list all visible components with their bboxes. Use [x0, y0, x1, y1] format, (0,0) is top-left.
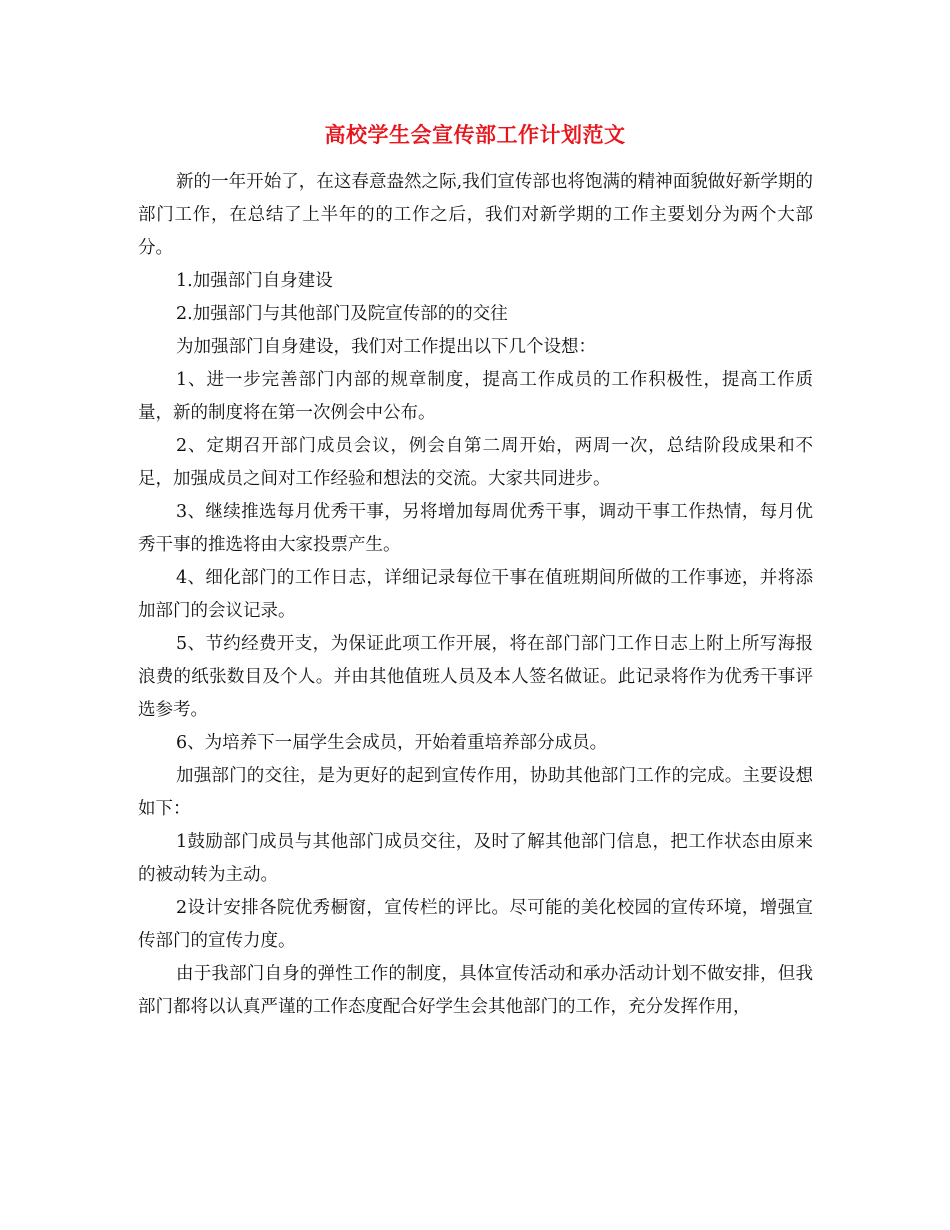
paragraph-exchange-intro: 加强部门的交往，是为更好的起到宣传作用，协助其他部门工作的完成。主要设想如下：	[138, 766, 813, 819]
paragraph-item-2: 2.加强部门与其他部门及院宣传部的的交往	[176, 304, 508, 324]
paragraph-exchange-2: 2设计安排各院优秀橱窗，宣传栏的评比。尽可能的美化校园的宣传环境，增强宣传部门的宣传力度。	[138, 898, 813, 951]
document-title: 高校学生会宣传部工作计划范文	[324, 122, 626, 147]
paragraph-point-4: 4、细化部门的工作日志，详细记录每位干事在值班期间所做的工作事迹，并将添加部门的会议记录。	[138, 568, 813, 621]
paragraph-point-3: 3、继续推选每月优秀干事，另将增加每周优秀干事，调动干事工作热情，每月优秀干事的推选将由大家投票产生。	[138, 502, 813, 555]
paragraph-point-6: 6、为培养下一届学生会成员，开始着重培养部分成员。	[176, 733, 608, 753]
paragraph-point-1: 1、进一步完善部门内部的规章制度，提高工作成员的工作积极性，提高工作质量，新的制度将在第一次例会中公布。	[138, 370, 813, 423]
paragraph-closing: 由于我部门自身的弹性工作的制度，具体宣传活动和承办活动计划不做安排，但我部门都将以认真严谨的工作态度配合好学生会其他部门的工作，充分发挥作用，	[138, 964, 813, 1017]
paragraph-item-1: 1.加强部门自身建设	[176, 271, 333, 291]
document-body	[138, 166, 813, 1024]
paragraph-exchange-1: 1鼓励部门成员与其他部门成员交往，及时了解其他部门信息，把工作状态由原来的被动转为主动。	[138, 832, 813, 885]
paragraph-self-building-intro: 为加强部门自身建设，我们对工作提出以下几个设想：	[176, 337, 596, 357]
paragraph-point-5: 5、节约经费开支，为保证此项工作开展，将在部门部门工作日志上附上所写海报浪费的纸张数目及个人。并由其他值班人员及本人签名做证。此记录将作为优秀干事评选参考。	[138, 634, 813, 720]
paragraph-point-2: 2、定期召开部门成员会议，例会自第二周开始，两周一次，总结阶段成果和不足，加强成员之间对工作经验和想法的交流。大家共同进步。	[138, 436, 813, 489]
paragraph-intro: 新的一年开始了，在这春意盎然之际,我们宣传部也将饱满的精神面貌做好新学期的部门工作，在总结了上半年的的工作之后，我们对新学期的工作主要划分为两个大部分。	[138, 172, 813, 258]
